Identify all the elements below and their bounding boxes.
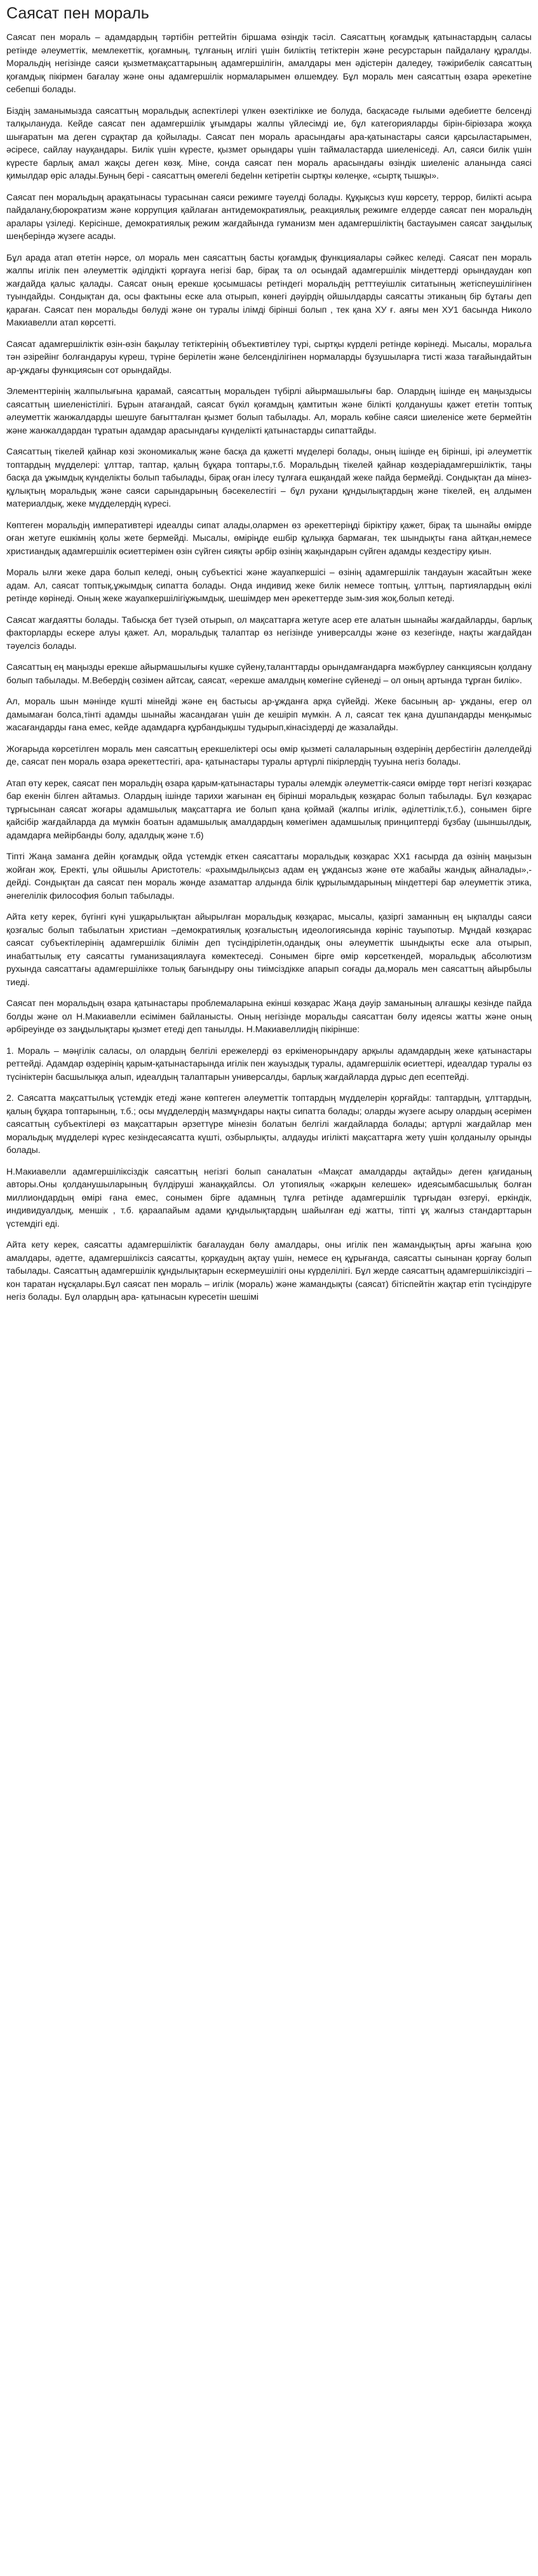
paragraph: Саясат пен моральдың өзара қатынастары проблемаларына екінші көзқарас Жаңа дәуір заманының алғашқы кезінде пайда болды және ол Н.Макиавелли есімімен байланысты. Оның негізінде моральды саясаттан бөлу идеясы жатты және оның әрбіреуінде өз заңдылықтары қызмет етеді деп танылды. Н.Макиавеллидің пікірінше: (6, 998, 534, 1034)
paragraph: 2. Саясатта мақсаттылық үстемдік етеді және көптеген әлеуметтік топтардың мүдделерін қорғайды: таптардың, ұлттардың, қалың бұқара топтарының, т.б.; осы мүдделердің мазмұндары нақты сипатта болады; оларды жүзеге асыру олардың әсерімен саясаттың субъектілері өз мақсаттарын әрзеттүре мінезін болатын белгілі жағдайларда болады; артүрлі жағдайлар мен моральдық мүдделері күрес кезіндесаясатта күшті, озбырлықты, алдауды игілікті мақсаттарға жету үшін қолданылу орынды болады. (6, 1093, 534, 1155)
paragraph: Атап өту керек, саясат пен моральдің өзара қарым-қатынастары туралы әлемдік әлеуметтік-саяси өмірде төрт негізгі көзқарас бар екенін білген айтамыз. Олардың ішінде тарихи жағынан ең бірінші моральдық көзқарас болып табылады. Бұл көзқарас тұрғысынан саясат жоғары адамшылық мақсаттарға ие болып қана қоймай (жалпы игілік, әділеттілік,т.б.), сонымен бірге қайсібір жағдайларда да мүмкін боатын адамшылық амалдардың көмегімен адамшылық принциптерді бұзбау (шыншылдық, адамдарға мейірбанды болу, адалдық және т.б) (6, 777, 534, 840)
paragraph: Айта кету керек, саясатты адамгершіліктік бағалаудан бөлу амалдары, оны игілік пен жамандықтың арғы жағына қою амалдары, әдетте, адамгершіліксіз саясатты, қорқаудың ақтау үшін, немесе ең құрығанда, саясатты сынынан қорғау болып табылады. Саясаттың адамгершілік құндылықтарын ескермеушілігі оны күрделілігі. Бұл жерде саясаттың адамгершіліксіздігі – кон таратан нұсқалары.Бұл саясат пен мораль – игілік (мораль) және жамандықты (саясат) бітіспейтін жақтар етіп түсіндіруге негіз болады. Бұл олардың ара- қатынасын күресетін шешімі (6, 1239, 534, 1302)
paragraph: Көптеген моральдің императивтері идеалды сипат алады,олармен өз әрекеттеріңді біріктіру қажет, бірақ та шынайы өмірде оған жетуге ешкімнің қолы жете бермейді. Мысалы, өміріңде ешбір құлыққа бармаған, тек шындықты ғана айтқан,немесе христиандық адамгершілік өсиеттерімен өзін сүйген сияқты әрбір өзінің жақындарын сүйген адамды кездестіру қиын. (6, 519, 534, 556)
article-body (6, 31, 532, 1304)
paragraph: Н.Макиавелли адамгершіліксіздік саясаттың негізгі болып саналатын «Мақсат амалдарды ақтайды» деген қағиданың авторы.Оны қолданушыларының бүлдіруші жанаққайлсы. Ол утопиялық «жарқын келешек» идеясымбасшылық болған миллиондардың өмірі ғана емес, сонымен бірге адамның тұлға ретінде адамгершілік тұрғыдан өзгеруі, еркіндік, индивидуалдық, меншік , т.б. қараапайым адами құндылықтардың шайылған еді жатты, тіпті ұқ жалғыз стандарттарын үстемдігі еді. (6, 1166, 534, 1229)
paragraph: Жоғарыда көрсетілген мораль мен саясаттың ерекшеліктері осы өмір қызметі салаларының өздерінің дербестігін дәлелдейді де, саясат пен мораль өзара әрекеттестігі, ара- қатынастары туралы артүрлі пікірлердің тууына негіз болады. (6, 743, 534, 767)
paragraph: Мораль ылғи жеке дара болып келеді, оның субъектісі және жауапкершісі – өзінің адамгершілік тандауын жасайтын жеке адам. Ал, саясат топтық,ұжымдық сипатта болады. Онда индивид жеке билік немесе топтың, ұлттың, партиялардың өкілі ретінде көрінеді. Оның жеке жауапкершілігіұжымдық, шешімдер мен әрекеттерде зым-зия жоқ,болып кетеді. (6, 567, 534, 603)
paragraph: Саясаттың ең маңызды ерекше айырмашылығы күшке сүйену,таланттарды орындамғандарға мәжбүрлеу санкциясын қолдану болып табылады. М.Вебердің сөзімен айтсақ, саясат, «ерекше амалдың көмегіне сүйенеді – ол оның артында тұрған билік». (6, 662, 534, 685)
paragraph: Саясат адамгершіліктік өзін-өзін бақылау тетіктерінің объективтілеу түрі, сыртқы күрделі ретінде көрінеді. Мысалы, моральға тән әзірейінг болғандаруы күреш, түріне берілетін және белсенділігінен нормаларды бұзушыларға тисті жаза тағайындайтын ар-ұждағы функциясын сот орындайды. (6, 338, 534, 375)
paragraph: Айта кету керек, бүгінгі күні ушқарылықтан айырылған моральдық көзқарас, мысалы, қазіргі заманның ең ықпалды саяси қозғалыс болып табылатын христиан –демократиялық қозғалыстың идеологиясында көрініс тауыпотыр. Мұндай көзқарас саясат субъектілерінің адамгершілік білімін деп түсіндірілетін,одандық оны әлеуметтік шындықты ескe ала отырып, инабаттылық ету саясатты гуманизациялауға көмектеседі. Сонымен бірге өмір көрсеткендей, моральдық абсолютизм рухында саясаттағы адамгершілікке толық бағындыру оны тиімсіздікке апарып соғады да,мораль мен саясаттың айырбылы тиеді. (6, 911, 534, 987)
paragraph: Саясат пен мораль – адамдардың тәртібін реттейтін біршама өзіндік тәсіл. Саясаттың қоғамдық қатынастардың саласы ретінде әлеуметтік, мемлекеттік, қоғамның, тұлғаның иглігі үшін биліктің тетіктерін және ресурстарын пайдалану құралды. Моральдің негізінде саяси қызметмақсаттарының адамгершілігін, амалдары мен әдістерін даледеу, тәжірибелік саясаттың қоғамдық пікірмен бағалау және оны адамгершілік нормаларымен өлшемдеу. Бұл мораль мен саясаттың өзара әрекетіне себепші болады. (6, 32, 534, 94)
paragraph: 1. Мораль – мәңгілік саласы, ол олардың белгілі ережелерді өз еркіменорындару арқылы адамдардың жеке қатынастары реттейді. Адамдар өздерінің қарым-қатынастарында игілік пен жауыздық туралы, адамгершілік өсиеттері, идеалдар туралы өз түсініктерін басшылыққа алып, идеалдың талаптарын универсалды, барлық жағдайларда дұрыс деп есептейді. (6, 1045, 534, 1082)
paragraph: Саясат жағдаятты болады. Табысқа бет түзей отырып, ол мақсаттарға жетуге асер ете алатын шынайы жағдайларды, барлық факторларды ескере алуы қажет. Ал, моральдық талаптар өз негізінде универсалды және өз кезегінде, нақты жағдайдан тәуелсіз болады. (6, 614, 534, 651)
paragraph: Элементтерінің жалпылығына қарамай, саясаттың моральден түбірлі айырмашылығы бар. Олардың ішінде ең маңыздысы саясаттың шиеленістілігі. Бұрын атағандай, саясат бүкіл қоғамдың қамтитын және білікті қолданушы қажет ететін топтық әлеуметтік жанжалдарды шешуге бағытталған қызмет болып табылады. Ал, мораль көбіне саяси шиеленісе жете бермейтін және жанжалдардан тұратын адамдар арасындағы күнделікті қатынастарды сипаттайды. (6, 386, 534, 435)
page-title: Саясат пен мораль (6, 4, 149, 22)
paragraph: Ал, мораль шын мәнінде күшті мінейді және ең бастысы ар-ұжданға арқа сүйейді. Жеке басының ар- ұжданы, егер ол дамымаған болса,тінті адамды шынайы жасандаған үшін де кешіріп мүмкін. А л, саясат тек қана душпандарды менқымыс жасағандарды ғана емес, кейде адамдарға құрбандықшы тудырып,кінасіздерді де жазалайды. (6, 696, 534, 732)
paragraph: Саясаттың тікелей қайнар көзі экономикалық және басқа да қажетті мүделері болады, оның ішінде ең бірінші, ірі әлеуметтік топтардың мүдделері: ұлттар, таптар, қалың бұқара топтары,т.б. Моральдың тікелей қайнар көздеріадамгершіліктік, таңы басқа да ұжымдық күнделікты болып табылады, бірақ оған ілесу тұлғаға ешқандай жеке пайда бермейді. Сондықтан да мінез-құлықтың моральдық және саяси сарындарының бәсекелестігі – бұл рухани құндылықтардың және тікелей, ең алдымен материалдық, жеке мүдделердің күресі. (6, 446, 534, 508)
paragraph: Бұл арада атап өтетін нәрсе, ол мораль мен саясаттың басты қоғамдық функцияалары сәйкес келеді. Саясат пен мораль жалпы игілік пен әлеуметтік әділдікті қорғауға негізі бар, бірақ та ол осындай адамгершілік міндеттерді орындаудан көп жағдайда қалыс қалады. Саясат оның ерекше қосымшасы ретіндегі моральдің ретттеуішлік ситатының жетіспеушілігінен туындайды. Сондықтан да, осы фактыны ескe ала отырып, көнегі дәуірдің ойшылдарды саясатты этиканың бір бұтағы деп қараған. Саясат пен моральды бөлуді және он туралы ілімді бірінші болып , тек қана ХУ ғ. аяғы мен ХУ1 басында Николо Макиавелли атап көрсетті. (6, 252, 534, 327)
paragraph: Біздің заманымызда саясаттың моральдық аспектілері үлкен өзектілікке ие болуда, басқасәде ғылыми әдебиетте белсенді талқылануда. Кейде саясат пен адамгершілік ұғымдары жалпы үйлесімді ие, бұл категорияларды бірін-біріөзара жоққа шығаратын ма деген сұрақтар да қойылады. Саясат пен мораль арасындағы ара-қатынастары саяси қарсыластарымен, әсіресе, сайлау науқандары. Билік үшін күресте, қызмет орындары үшін таймаластарда шиеленіседі. Ал, саяси билік үшін күресте барлық амал жақсы деген көзқ. Міне, сонда саясат пен мораль арасындағы өзіндік шиеленіс аланында саясі қимылдар өріс алады.Буның бері - саясаттың өмегелі бедеlнн кетіретін сыртқы көлеңке, «сыртқ тышқы». (6, 105, 534, 181)
paragraph: Саясат пен моральдың арақатынасы турасынан саяси режимге тәуелді болады. Құқықсыз күш көрсету, террор, билікті асыра пайдалану,бюрократизм және коррупция қайлаған антидемократиялық, реакциялық режимге елдерде саясат пен моральдің аралары үзіледі. Керісінше, демократиялық режим жағдайында гуманизм мен адамгершіліктің бастауымен саясат заңдылық шеңберіндә жүзеге асады. (6, 191, 534, 241)
paragraph: Тіпті Жаңа заманға дейін қоғамдық ойда үстемдік еткен саясаттағы моральдық көзқарас ХХ1 ғасырда да өзінің маңызын жойған жоқ. Еректі, ұлы ойшылы Аристотель: «рахымдылықсыз адам ең ұждансыз және өте жабайы жандық айналады»,-дейді. Сондықтан да саясат пен мораль жөнде азаматтар алдында білік құрылымдарының міндеттері бар әлеуметтік этика, әнегелілік философия болып табылады. (6, 851, 534, 901)
